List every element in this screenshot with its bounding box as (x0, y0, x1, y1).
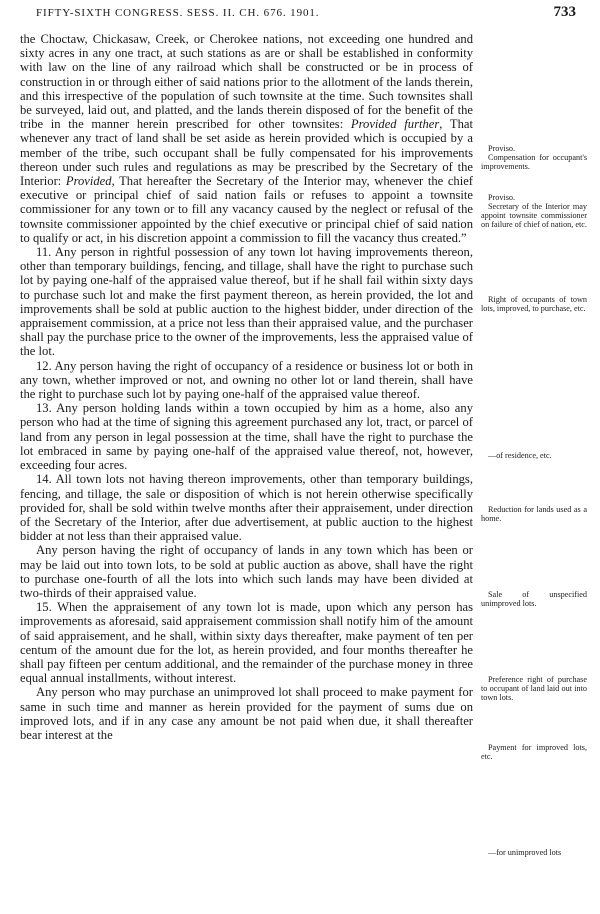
margin-note-payment-improved (481, 743, 587, 761)
text-run: Any person having the right of occupancy of lands in any town which has been or may be laid out into town lots, to be sold at public auction as above, shall have the right to purchase one-fourth of all the lots into which such lands may have been divided at two-thirds of their appraised value. (20, 543, 473, 600)
running-head (36, 4, 576, 24)
margin-note-secretary-appoint (481, 193, 587, 229)
section-11 (20, 245, 473, 359)
margin-note-line: Payment for improved lots, etc. (481, 743, 587, 761)
running-title: FIFTY-SIXTH CONGRESS. SESS. II. CH. 676. 1901. (36, 7, 320, 19)
margin-note-compensation (481, 144, 587, 171)
paragraph-occupancy-preference (20, 543, 473, 600)
text-run: 13. Any person holding lands within a town occupied by him as a home, also any person who had at the time of signing this agreement purchased any lot, tract, or parcel of land from any person in legal possession at the time, shall have the right to purchase the lot embraced in same by paying one-half of the appraised value thereof, not, however, exceeding four acres. (20, 401, 473, 473)
margin-note-of-residence (481, 451, 587, 460)
text-run: 15. When the appraisement of any town lot is made, upon which any person has improvements as aforesaid, said appraisement commission shall notify him of the amount of said appraisement, and he shall, within sixty days thereafter, make payment of ten per centum of the amount due for the lot, as herein provided, and four months thereafter he shall pay fifteen per centum additional, and the remainder of the purchase money in three equal annual installments, without interest. (20, 600, 473, 686)
section-12 (20, 359, 473, 402)
body-text (20, 32, 473, 742)
text-run: 11. Any person in rightful possession of any town lot having improvements thereon, other than temporary buildings, fencing, and tillage, shall have the right to purchase such lot by paying one-half of the appraised value thereof, but if he shall fail within sixty days to purchase such lot and make the first payment thereon, as herein provided, the lot and improvements shall be sold at public auction to the highest bidder, under direction of the appraisement commission, at a price not less than their appraised value, and the purchaser shall pay the purchase price to the owner of the improvements, less the appraised value of the lot. (20, 245, 473, 359)
margin-note-line: —for unimproved lots (488, 848, 562, 857)
text-run: Any person who may purchase an unimproved lot shall proceed to make payment for same in such time and manner as herein provided for the payment of sums due on improved lots, and if in any case any amount be not paid when due, it shall thereafter bear interest at the (20, 685, 473, 742)
text-run: , That hereafter the Secretary of the Interior may, whenever the chief executive or principal chief of said nation fails or refuses to appoint a townsite commissioner for any town or to fill any vacancy caused by the neglect or refusal of the townsite commissioner appointed by the chief executive or principal chief of said nation to qualify or act, in his discretion appoint a commission to fill the vacancy thus created.” (20, 174, 473, 245)
margin-note-line: Secretary of the Interior may appoint townsite commissioner on failure of chief of nation, etc. (481, 202, 587, 229)
margin-note-line: Right of occupants of town lots, improved, to purchase, etc. (481, 295, 587, 313)
text-run: , That whenever any tract of land shall be set aside as herein provided which is occupied by a member of the tribe, such occupant shall be fully compensated for his improvements thereon under such rules and regulations as may be prescribed by the Secretary of the Interior: (20, 117, 473, 189)
text-run: 14. All town lots not having thereon improvements, other than temporary buildings, fencing, and tillage, the sale or disposition of which is not herein otherwise specifically provided for, shall be sold within twelve months after their appraisement, under direction of the Secretary of the Interior, after due advertisement, at public auction to the highest bidder at not less than their appraised value. (20, 472, 473, 544)
section-13 (20, 401, 473, 472)
margin-note-sale-unspecified (481, 590, 587, 608)
section-14 (20, 472, 473, 543)
paragraph (20, 32, 473, 245)
text-run: 12. Any person having the right of occupancy of a residence or business lot or both in any town, whether improved or not, and owning no other lot or land therein, shall have the right to purchase such lot by paying one-half of the appraised value thereof. (20, 358, 473, 402)
margin-note-line: Reduction for lands used as a home. (481, 505, 587, 523)
margin-note-line: Sale of unspecified unimproved lots. (481, 590, 587, 608)
margin-note-line: Proviso. (488, 193, 516, 202)
proviso-term: Provided further (350, 117, 440, 132)
margin-note-right-of-occupants (481, 295, 587, 313)
margin-note-unimproved (481, 848, 587, 857)
margin-note-reduction-home (481, 505, 587, 523)
section-15 (20, 600, 473, 685)
margin-note-line: —of residence, etc. (488, 451, 552, 460)
margin-note-preference-right (481, 675, 587, 702)
text-run: the Choctaw, Chickasaw, Creek, or Cherokee nations, not exceeding one hundred and sixty acres in any one tract, at such stations as are or shall be established in conformity with law on the line of any railroad which shall be constructed or be in process of construction in or through either of said nations prior to the allotment of the lands therein, and this irrespective of the population of such townsite at the time. Such townsites shall be surveyed, laid out, and platted, and the lands therein disposed of for the benefit of the tribe in the manner herein prescribed for other townsites: (20, 32, 473, 132)
margin-note-line: Proviso. (488, 144, 516, 153)
margin-note-line: Preference right of purchase to occupant of land laid out into town lots. (481, 675, 587, 702)
paragraph-unimproved-lot-payment (20, 685, 473, 742)
proviso-term: Provided (65, 174, 112, 189)
page-number: 733 (553, 4, 576, 20)
margin-note-line: Compensation for occupant's improvements. (481, 153, 587, 171)
